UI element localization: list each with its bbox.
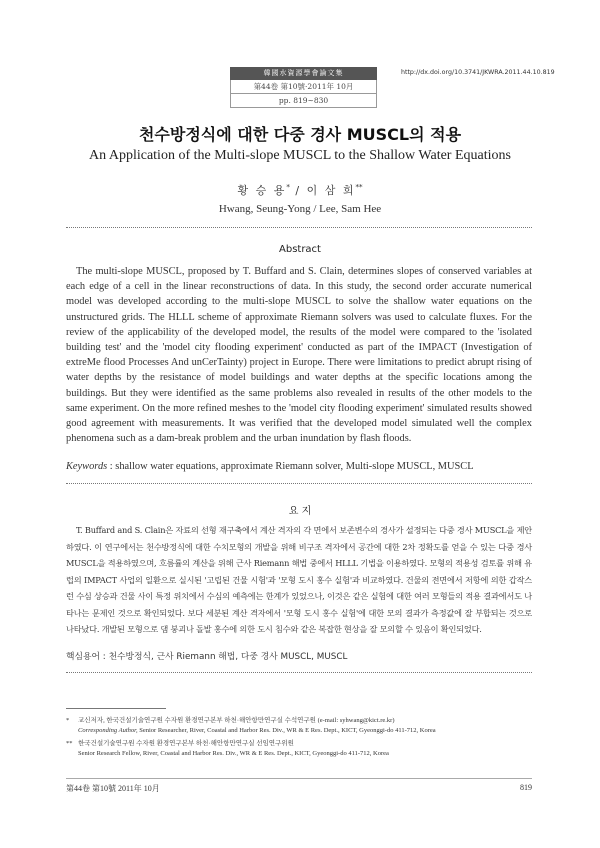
footnote-2-line1: 한국건설기술연구원 수자원 환경연구본부 하천·해안항만연구실 선임연구위원 <box>78 740 294 747</box>
keywords-ko-separator: : <box>100 652 109 662</box>
footnote-1-line2: Senior Researcher, River, Coastal and Harbor Res. Div., WR & E Res. Dept., KICT, Gyeonggi-do 411-712, Korea <box>137 727 436 734</box>
keywords-ko-line <box>66 649 532 662</box>
footnote-1-line1: 교신저자, 한국건설기술연구원 수자원 환경연구본부 하천·해안항만연구실 수석연구원 (e-mail: syhwang@kict.re.kr) <box>78 717 395 724</box>
footer-issue: 第44卷 第10號 2011年 10月 <box>66 784 160 793</box>
keywords-ko-text: 천수방정식, 근사 Riemann 해법, 다중 경사 MUSCL, MUSCL <box>108 652 348 662</box>
footnote-1-mark: * <box>66 717 70 724</box>
abstract-body: The multi-slope MUSCL, proposed by T. Buffard and S. Clain, determines slopes of conserved variables at each edge of a cell in the linear reconstructions of data. In this study, the second order accurate numerical model was developed according to the multi-slope MUSCL to solve the shallow water equations on the unstructured grids. The HLLL scheme of approximate Riemann solvers was used to calculate fluxes. For the review of the applicability of the developed model, the results of the model were compared to the 'isolated building test' and the 'model city flooding experiment' conducted as part of the IMPACT (Investigation of extreMe flood Processes And unCerTainty) project in Europe. There were limitations to predict abrupt rising of water depths by the resistance of model buildings and water depths at the specific locations among the buildings. But they were identified as the same problems also revealed in results of the other models to the same experiment. On the more refined meshes to the 'model city flooding experiment' simulated results showed good agreement with measurements. It was verified that the developed model simulated well the complex phenomena such as a dam-break problem and the urban inundation by flash floods. <box>66 266 532 445</box>
doi-link[interactable]: http://dx.doi.org/10.3741/JKWRA.2011.44.10.819 <box>401 69 555 76</box>
footnote-2-line2: Senior Research Fellow, River, Coastal and Harbor Res. Div., WR & E Res. Dept., KICT, Gyeonggi-do 411-712, Korea <box>78 750 389 757</box>
footnote-2 <box>66 739 546 759</box>
divider-bottom <box>66 672 532 673</box>
keywords-ko-label: 핵심용어 <box>66 652 100 662</box>
author-2-name: 이 삼 희 <box>306 184 356 197</box>
divider-top <box>66 227 532 228</box>
keywords-text: shallow water equations, approximate Riemann solver, Multi-slope MUSCL, MUSCL <box>115 461 474 472</box>
journal-info-box <box>230 67 377 108</box>
divider-middle <box>66 483 532 484</box>
keywords-label: Keywords <box>66 461 108 472</box>
footnote-1 <box>66 716 546 736</box>
footnote-1-role: Corresponding Author, <box>78 727 138 734</box>
keywords-line <box>66 461 532 472</box>
journal-name: 韓國水資源學會論文集 <box>230 67 377 80</box>
author-separator: / <box>289 184 307 197</box>
authors-english: Hwang, Seung-Yong / Lee, Sam Hee <box>218 203 382 215</box>
footnote-rule <box>66 708 166 709</box>
author-2-mark: ** <box>355 183 363 192</box>
title-korean: 천수방정식에 대한 다중 경사 MUSCL의 적용 <box>138 125 462 144</box>
summary-ko-body: T. Buffard and S. Clain은 자료의 선형 재구축에서 계산 격자의 각 면에서 보존변수의 경사가 설정되는 다중 경사 MUSCL을 제안하였다. 이 연구에서는 천수방정식에 대한 수치모형의 개발을 위해 비구조 격자에서 공간에 대한 2차 정확도를 얻을 수 있는 다중 경사 MUSCL을 적용하였으며, 흐름률의 계산을 위해 근사 Riemann 해법 중에서 HLLL 기법을 이용하였다. 모형의 적용성 검토를 위해 유럽의 IMPACT 사업의 일환으로 실시된 '고립된 건물 시험'과 '모형 도시 홍수 실험'과 비교하였다. 건물의 전면에서 저항에 의한 갑작스런 수심 상승과 건물 사이 특정 위치에서 수심의 예측에는 한계가 있었으나, 이것은 같은 실험에 대한 여러 모형들의 적용 결과에서도 나타나는 문제인 것으로 확인되었다. 보다 세분된 계산 격자에서 '모형 도시 홍수 실험'에 대한 모의 결과가 측정값에 잘 부합되는 것으로 나타났다. 개발된 모형으로 댐 붕괴나 돌발 홍수에 의한 도시 침수와 같은 복잡한 현상을 잘 모의할 수 있음이 확인되었다. <box>66 525 532 634</box>
authors-korean <box>0 182 600 198</box>
author-1-mark: * <box>286 183 290 192</box>
author-1-name: 황 승 용 <box>237 184 287 197</box>
title-english: An Application of the Multi-slope MUSCL to the Shallow Water Equations <box>89 148 511 163</box>
journal-pages: pp. 819~830 <box>230 94 377 108</box>
keywords-separator: : <box>107 461 116 472</box>
abstract-heading: Abstract <box>279 244 321 255</box>
journal-volume: 第44卷 第10號·2011年 10月 <box>230 80 377 94</box>
footer-rule <box>66 778 532 779</box>
footnote-2-mark: ** <box>66 740 73 747</box>
page-number: 819 <box>520 783 532 792</box>
summary-ko-heading: 요 지 <box>288 506 312 517</box>
